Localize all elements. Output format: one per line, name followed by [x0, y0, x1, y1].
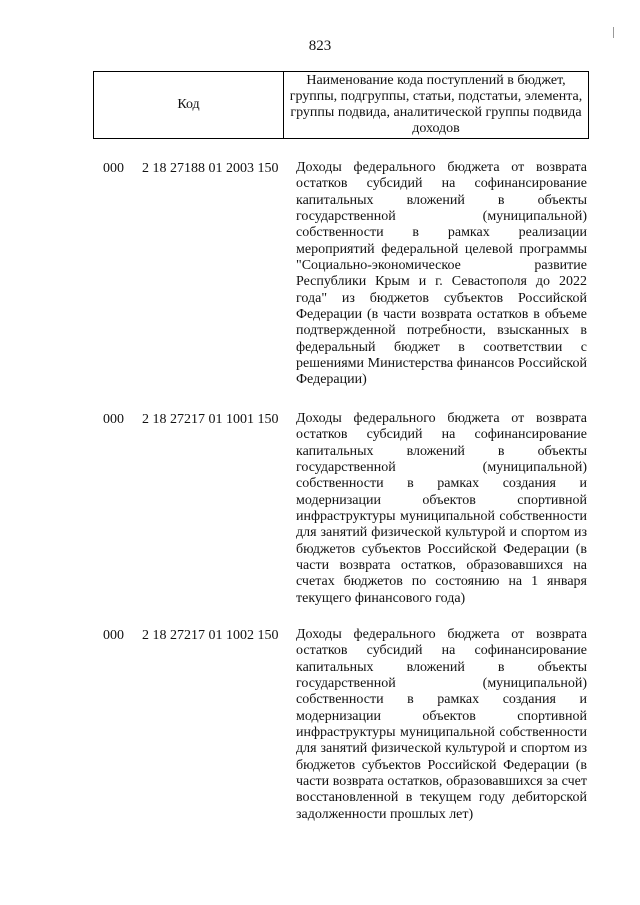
table-header: [93, 71, 589, 139]
row-income-code: 2 18 27188 01 2003 150: [142, 161, 279, 176]
row-description: Доходы федерального бюджета от возврата остатков субсидий на софинансирование капитальных вложений в объекты государственной (муниципальной) собственности в рамках создания и модернизации объектов спортивной инфраструктуры муниципальной собственности для занятий физической культурой и спортом из бюджетов субъектов Российской Федерации (в части возврата остатков, образовавшихся за счет восстановленной в текущем году дебиторской задолженности прошлых лет): [296, 627, 587, 822]
header-code-cell: Код: [94, 72, 284, 139]
row-income-code: 2 18 27217 01 1002 150: [142, 628, 279, 643]
row-admin-code: 000: [103, 412, 124, 427]
row-admin-code: 000: [103, 628, 124, 643]
row-description: Доходы федерального бюджета от возврата остатков субсидий на софинансирование капитальных вложений в объекты государственной (муниципальной) собственности в рамках создания и модернизации объектов спортивной инфраструктуры муниципальной собственности для занятий физической культурой и спортом из бюджетов субъектов Российской Федерации (в части возврата остатков, образовавшихся на счетах бюджетов по состоянию на 1 января текущего финансового года): [296, 411, 587, 606]
header-name-cell: Наименование кода поступлений в бюджет, группы, подгруппы, статьи, подстатьи, элемента, группы подвида, аналитической группы подвида доходов: [284, 72, 589, 139]
row-admin-code: 000: [103, 161, 124, 176]
row-description: Доходы федерального бюджета от возврата остатков субсидий на софинансирование капитальных вложений в объекты государственной (муниципальной) собственности в рамках реализации мероприятий федеральной целевой программы "Социально-экономическое развитие Республики Крым и г. Севастополя до 2022 года" из бюджетов субъектов Российской Федерации (в части возврата остатков в объеме подтвержденной потребности, взысканных в федеральный бюджет в соответствии с решениями Министерства финансов Российской Федерации): [296, 160, 587, 388]
row-income-code: 2 18 27217 01 1001 150: [142, 412, 279, 427]
page-number: 823: [308, 38, 332, 54]
scan-mark: [613, 27, 614, 38]
